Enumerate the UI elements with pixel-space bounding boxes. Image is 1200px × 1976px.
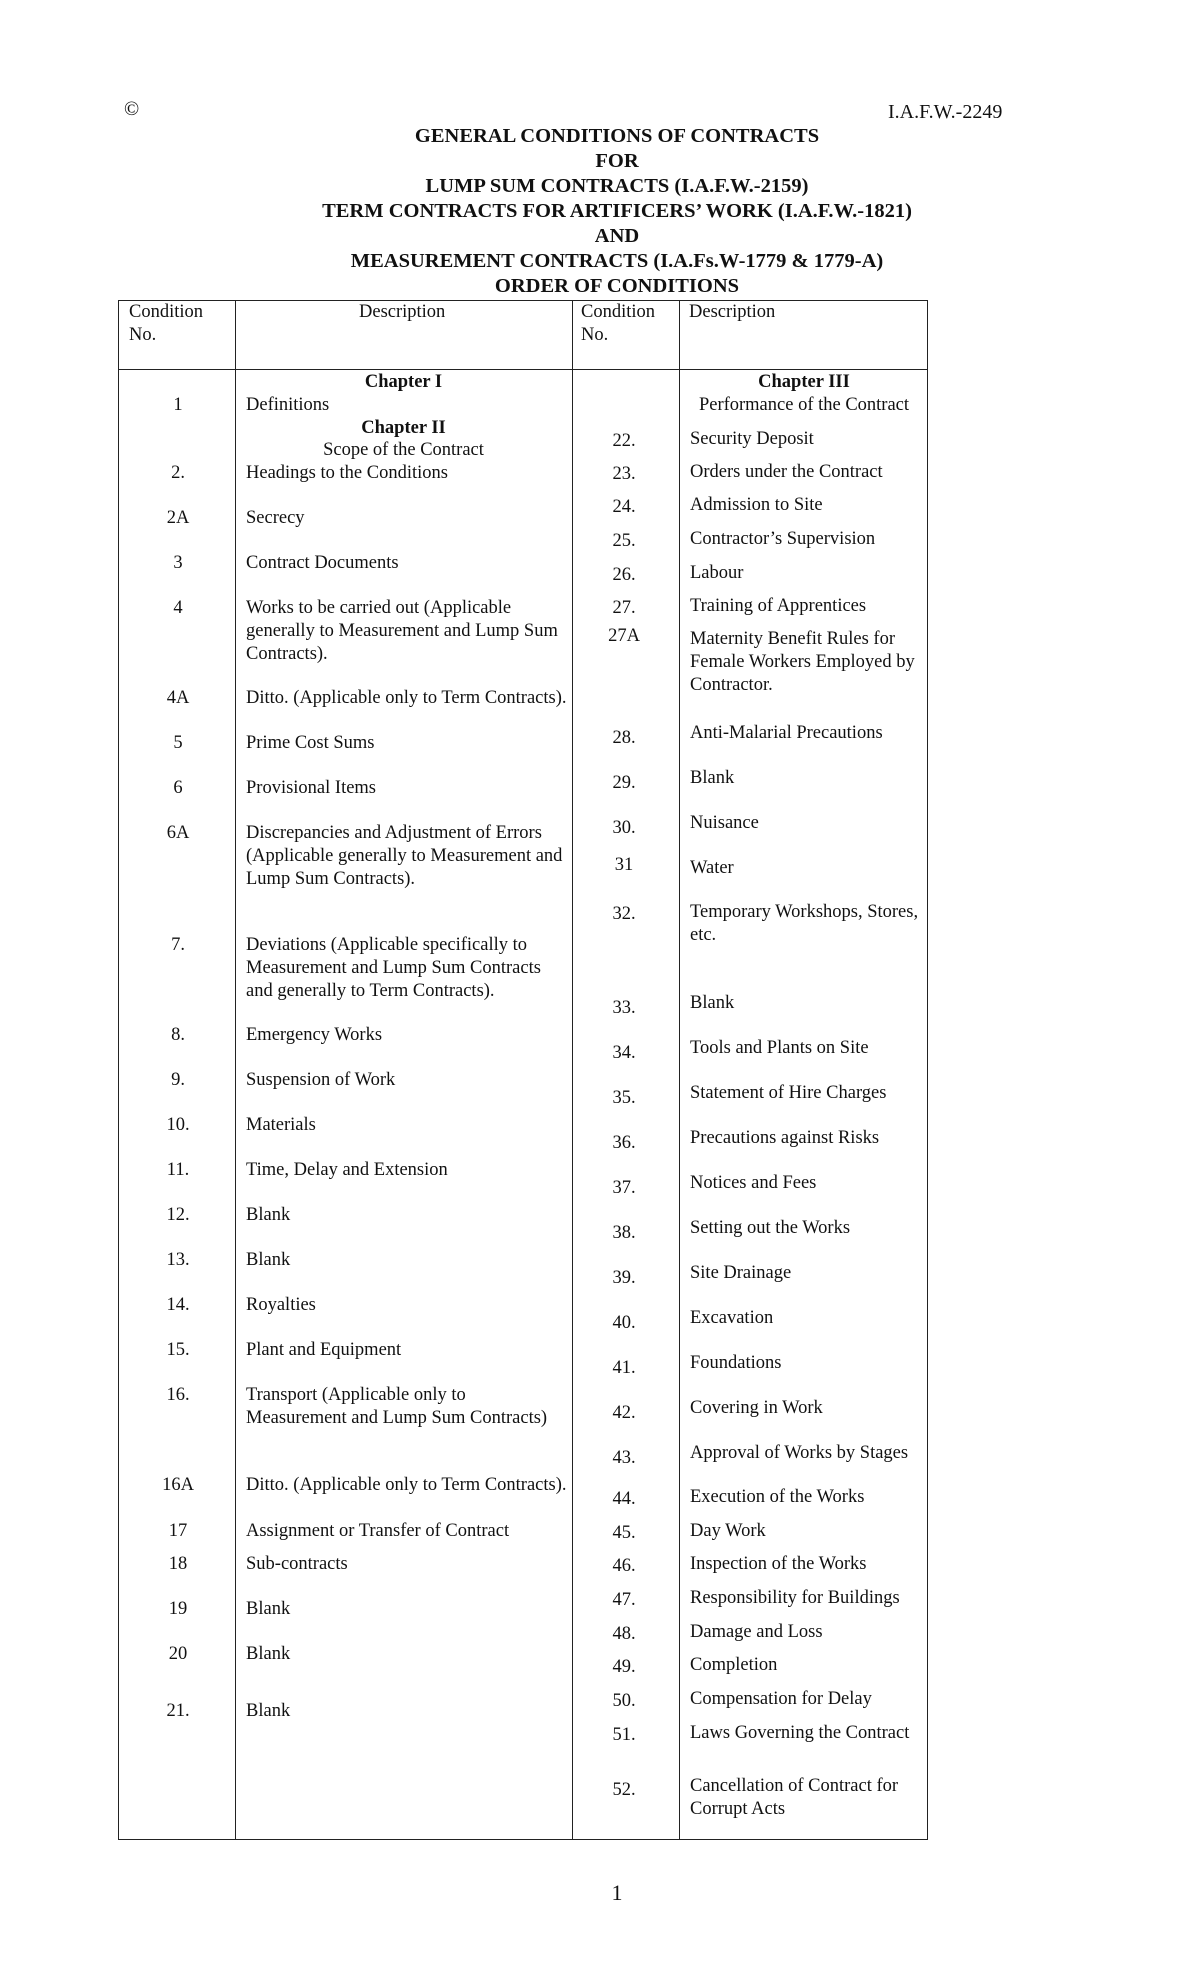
condition-description: Nuisance [690, 813, 759, 833]
form-number: I.A.F.W.-2249 [888, 101, 1003, 123]
condition-number: 36. [612, 1133, 636, 1153]
condition-description: Notices and Fees [690, 1173, 817, 1193]
condition-description: Time, Delay and Extension [246, 1160, 448, 1180]
condition-number: 16A [162, 1475, 194, 1495]
condition-description: Excavation [690, 1308, 774, 1328]
condition-number: 39. [612, 1268, 636, 1288]
title-line-4: TERM CONTRACTS FOR ARTIFICERS’ WORK (I.A.F.W.-1821) [322, 200, 912, 222]
condition-number: 42. [612, 1403, 636, 1423]
condition-description: Cancellation of Contract for Corrupt Acts [690, 1776, 899, 1819]
condition-description: Statement of Hire Charges [690, 1083, 887, 1103]
condition-number: 34. [612, 1043, 636, 1063]
condition-number: 27. [612, 598, 636, 618]
condition-description: Contractor’s Supervision [690, 529, 876, 549]
condition-number: 32. [612, 904, 636, 924]
title-line-7: ORDER OF CONDITIONS [494, 275, 740, 297]
condition-description: Responsibility for Buildings [690, 1588, 900, 1608]
condition-number: 12. [166, 1205, 190, 1225]
condition-number: 6A [166, 823, 190, 843]
condition-description: Assignment or Transfer of Contract [246, 1521, 510, 1541]
condition-description: Setting out the Works [690, 1218, 851, 1238]
condition-number: 8. [171, 1025, 185, 1045]
column-divider [235, 301, 236, 1839]
column-header-condition-no: Condition No. [129, 302, 204, 345]
condition-description: Day Work [690, 1521, 766, 1541]
condition-description: Covering in Work [690, 1398, 823, 1418]
condition-description: Blank [246, 1599, 291, 1619]
condition-number: 7. [171, 935, 185, 955]
condition-description: Provisional Items [246, 778, 377, 798]
condition-number: 31 [614, 855, 634, 875]
condition-number: 9. [171, 1070, 185, 1090]
conditions-table [118, 300, 928, 1840]
condition-number: 20 [168, 1644, 188, 1664]
condition-number: 43. [612, 1448, 636, 1468]
title-line-2: FOR [595, 150, 639, 172]
condition-number: 18 [168, 1554, 188, 1574]
condition-number: 29. [612, 773, 636, 793]
condition-description: Secrecy [246, 508, 305, 528]
condition-number: 47. [612, 1590, 636, 1610]
condition-description: Ditto. (Applicable only to Term Contracts). [246, 1475, 567, 1495]
condition-number: 33. [612, 998, 636, 1018]
condition-number: 46. [612, 1556, 636, 1576]
column-header-description-right: Description [689, 302, 776, 322]
chapter-1-heading: Chapter I [364, 372, 443, 392]
condition-number: 15. [166, 1340, 190, 1360]
condition-description: Tools and Plants on Site [690, 1038, 869, 1058]
condition-number: 16. [166, 1385, 190, 1405]
condition-description: Laws Governing the Contract [690, 1723, 910, 1743]
condition-description: Security Deposit [690, 429, 814, 449]
condition-description: Admission to Site [690, 495, 823, 515]
column-header-description: Description [359, 302, 446, 322]
condition-description: Discrepancies and Adjustment of Errors (Applicable generally to Measurement and Lump Sum Contracts). [246, 823, 563, 889]
condition-description: Training of Apprentices [690, 596, 867, 616]
condition-number: 17 [168, 1521, 188, 1541]
condition-number: 25. [612, 531, 636, 551]
condition-number: 37. [612, 1178, 636, 1198]
condition-number: 1 [173, 395, 183, 415]
column-header-condition-no-right: Condition No. [581, 302, 656, 345]
title-line-6: MEASUREMENT CONTRACTS (I.A.Fs.W-1779 & 1779-A) [350, 250, 884, 272]
condition-description: Headings to the Conditions [246, 463, 448, 483]
condition-number: 48. [612, 1624, 636, 1644]
condition-description: Blank [246, 1701, 291, 1721]
condition-description: Blank [690, 768, 735, 788]
column-divider [572, 301, 573, 1839]
condition-number: 30. [612, 818, 636, 838]
condition-number: 49. [612, 1657, 636, 1677]
condition-number: 5 [173, 733, 183, 753]
condition-description: Inspection of the Works [690, 1554, 867, 1574]
condition-description: Suspension of Work [246, 1070, 396, 1090]
chapter-3-heading: Chapter III [758, 372, 850, 392]
condition-number: 28. [612, 728, 636, 748]
condition-description: Precautions against Risks [690, 1128, 880, 1148]
condition-description: Ditto. (Applicable only to Term Contracts). [246, 688, 567, 708]
condition-number: 3 [173, 553, 183, 573]
condition-number: 26. [612, 565, 636, 585]
copyright-symbol: © [124, 98, 140, 120]
condition-description: Site Drainage [690, 1263, 792, 1283]
column-divider [679, 301, 680, 1839]
condition-description: Maternity Benefit Rules for Female Workers Employed by Contractor. [690, 629, 915, 695]
condition-description: Approval of Works by Stages [690, 1443, 909, 1463]
condition-number: 22. [612, 431, 636, 451]
condition-description: Blank [690, 993, 735, 1013]
condition-description: Anti-Malarial Precautions [690, 723, 883, 743]
condition-number: 4 [173, 598, 183, 618]
condition-number: 11. [166, 1160, 190, 1180]
condition-number: 35. [612, 1088, 636, 1108]
condition-description: Plant and Equipment [246, 1340, 402, 1360]
condition-number: 2A [166, 508, 190, 528]
chapter-3-title: Performance of the Contract [698, 395, 910, 415]
condition-description: Water [690, 858, 734, 878]
condition-description: Orders under the Contract [690, 462, 883, 482]
condition-number: 44. [612, 1489, 636, 1509]
condition-description: Completion [690, 1655, 778, 1675]
title-line-5: AND [594, 225, 640, 247]
condition-description: Labour [690, 563, 744, 583]
condition-description: Damage and Loss [690, 1622, 823, 1642]
condition-number: 52. [612, 1780, 636, 1800]
condition-description: Definitions [246, 395, 330, 415]
condition-number: 14. [166, 1295, 190, 1315]
condition-number: 23. [612, 464, 636, 484]
condition-number: 27A [608, 626, 640, 646]
title-line-1: GENERAL CONDITIONS OF CONTRACTS [414, 125, 820, 147]
condition-number: 13. [166, 1250, 190, 1270]
condition-description: Emergency Works [246, 1025, 383, 1045]
condition-description: Blank [246, 1250, 291, 1270]
condition-number: 45. [612, 1523, 636, 1543]
condition-description: Foundations [690, 1353, 782, 1373]
document-title [0, 124, 1200, 299]
condition-number: 19 [168, 1599, 188, 1619]
condition-number: 2. [171, 463, 185, 483]
condition-number: 6 [173, 778, 183, 798]
condition-description: Temporary Workshops, Stores, etc. [690, 902, 919, 945]
condition-description: Blank [246, 1644, 291, 1664]
chapter-2-heading: Chapter II [361, 418, 446, 438]
condition-description: Contract Documents [246, 553, 399, 573]
condition-number: 38. [612, 1223, 636, 1243]
condition-description: Sub-contracts [246, 1554, 348, 1574]
condition-description: Deviations (Applicable specifically to Measurement and Lump Sum Contracts and generally to Term Contracts). [246, 935, 541, 1001]
page-number: 1 [611, 1880, 623, 1905]
title-line-3: LUMP SUM CONTRACTS (I.A.F.W.-2159) [425, 175, 809, 197]
header-divider [119, 369, 927, 370]
condition-number: 4A [166, 688, 190, 708]
condition-description: Materials [246, 1115, 316, 1135]
condition-description: Execution of the Works [690, 1487, 865, 1507]
chapter-2-title: Scope of the Contract [323, 440, 484, 460]
condition-number: 21. [166, 1701, 190, 1721]
condition-number: 10. [166, 1115, 190, 1135]
condition-description: Royalties [246, 1295, 316, 1315]
condition-number: 51. [612, 1725, 636, 1745]
condition-number: 41. [612, 1358, 636, 1378]
condition-description: Prime Cost Sums [246, 733, 375, 753]
condition-number: 50. [612, 1691, 636, 1711]
condition-description: Works to be carried out (Applicable generally to Measurement and Lump Sum Contracts). [246, 598, 558, 664]
condition-description: Compensation for Delay [690, 1689, 872, 1709]
condition-description: Blank [246, 1205, 291, 1225]
condition-description: Transport (Applicable only to Measurement and Lump Sum Contracts) [246, 1385, 548, 1428]
condition-number: 40. [612, 1313, 636, 1333]
condition-number: 24. [612, 497, 636, 517]
